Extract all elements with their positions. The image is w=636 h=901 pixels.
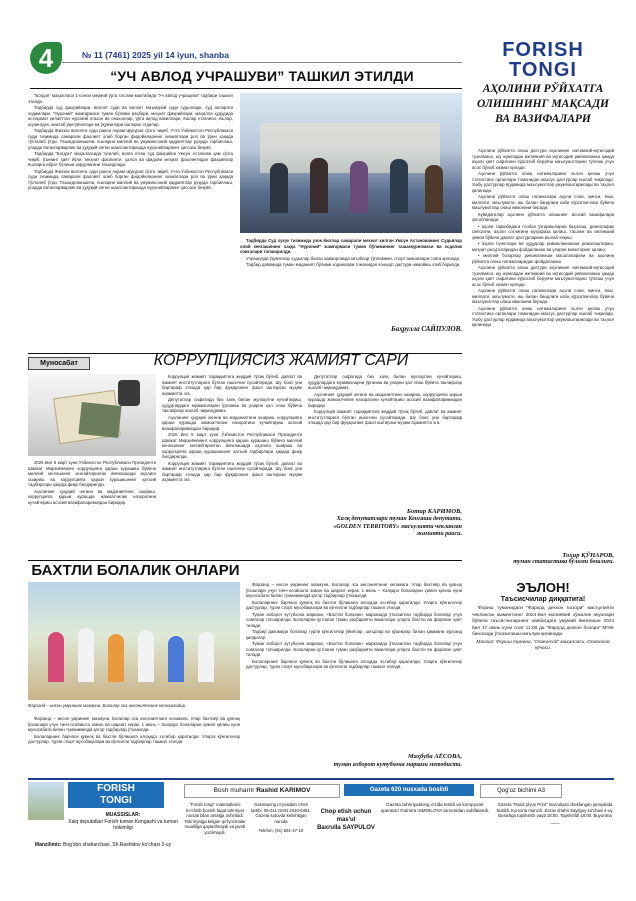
article3-title: БАХТЛИ БОЛАЛИК ОНЛАРИ [31, 562, 240, 579]
editor-box [184, 784, 340, 798]
manzil-text: Bog'don shaharchasi, Sh.Rashidov ko'chasi 3-uy [62, 842, 172, 848]
article1-title: “УЧ АВЛОД УЧРАШУВИ” ТАШКИЛ ЭТИЛДИ [110, 68, 414, 84]
article3-col1 [28, 716, 240, 774]
footer-phone: Telefon: (91) 591-47-10 [258, 828, 304, 834]
footer-col3 [316, 808, 376, 832]
footer-logo-line1: FORISH [97, 783, 135, 794]
brand-logo [478, 40, 608, 80]
article2-para: Аҳолининг ҳуқуқий онгини ва маданиятини ошириш, коррупцияга қарши курашда жамоатчилик назоратини кучайтириш асосий вазифаларимиздан биридир. [308, 391, 462, 408]
article3-author-role: туман ахборот кутубхона маркази методисти. [333, 762, 462, 768]
article1-caption2: Учрашувда ўқувчилар судьялар билан ҳамкорликда китоблар тўпламини, спорт анжомлари совға қилинди. [246, 255, 461, 261]
article3-author-name: Маҳбуба АЁСОВА, [407, 753, 462, 760]
article1-para: “Богдон” маҳалласи 1-сонли умумий ўрта таълим мактабида “Уч авлод учрашуви” тадбири ташкил этилди. [28, 93, 233, 104]
article3-para: Болаларнинг барчаси қувноқ ва бахтли бўлишига алоҳида эътибор қаратилди. Уларга кўнгилочар дастурлар, турли спорт мусобақалари ва кўнгилли тадбирлар ташкил этилди. [28, 733, 240, 744]
article2-photo [28, 374, 156, 456]
article1-para: Тадбирда Жиззах вилояти суди раиси Акрам Шукуров сўзга чиқиб, Учта Ўзбекистон Республикаси суди тизимида самарали фаолият олиб борган фидойиларнинг хизматлари рол ва ўрни ҳақида тўхталиб ўтди. Таъкидланишича, ёшларни миллий ва умуминсоний қадриятлар руҳида тарбиялаш, уларда ватанпарварлик ва ҳуқуқий онгни шакллантиришда нуронийларнинг ҳиссаси беқиёс. [28, 128, 233, 150]
footer [28, 778, 614, 880]
announcement-address: Манзил: Фориш тумани, “Осмонсой” маҳалласи, Осмонсой кўчаси. [476, 639, 610, 651]
sidebar-para: • аҳоли таркибидаги глобал ўзгаришларни баҳолаш, демографик сиёсатни, аҳоли соғлиғини муҳофаза қилиш, таълим ва ижтимоий ҳимоя бўйича давлат дастурларини ишлаб чиқиш; [472, 223, 614, 240]
sidebar-body [472, 148, 614, 548]
format-text: Qog'oz bichimi A3 [497, 788, 545, 794]
article1-para: Тадбирда “Богдон” маҳалласида туғилиб, вояга етган суд фахрийси Умсун Астанова ҳам сўзга чиқиб, ўзининг ҳаёт йўли, меҳнат фаолияти, ҳалол ва фидойи меҳнат фаолиятидан фахрийлар ёшларга ибрат бўлиши зарурлигини таъкидлади. [28, 151, 233, 167]
footer-manzil [28, 842, 178, 849]
article3-para: Фарзанд – инсон умрининг мазмуни. Болалар эса инсониятнинг келажаги. Улар бахтиёр ва қувноқ ўсишлари учун тинч-осойишта замон ва шароит керак. 1 июнь – Халқаро болаларни ҳимоя қилиш куни муносабати билан туманимизда қатор тадбирлар ўтказилди. [28, 716, 240, 732]
munosabat-label [28, 357, 90, 370]
footer-col3-name: Baxrulla SAYPULOV [317, 825, 375, 831]
article2-para: Коррупция жамият тараққиётига жиддий тўсиқ бўлиб, давлат ва жамият институтларига бўлган ишончни сусайтиради. Шу боис уни бартараф этишда ҳар бир фуқаронинг фаол иштироки муҳим аҳамиятга эга. [308, 409, 462, 425]
sidebar-author [472, 552, 614, 565]
article2-author-name: Ботир КАРИМОВ, [406, 508, 462, 515]
sidebar-title: АҲОЛИНИ РЎЙХАТГА ОЛИШНИНГ МАҚСАДИ ВА ВАЗИФАЛАРИ [476, 83, 610, 125]
article3-author [246, 753, 462, 769]
article2-col3 [308, 374, 462, 502]
munosabat-text: Муносабат [40, 360, 78, 367]
article2-author [308, 508, 462, 539]
article2-para: Аҳолининг ҳуқуқий онгини ва маданиятини ошириш, коррупцияга қарши курашда жамоатчилик назоратини кучайтириш асосий вазифаларимиздан биридир. [28, 488, 156, 505]
issue-line: № 11 (7461) 2025 yil 14 iyun, shanba [82, 50, 229, 60]
footer-col2 [250, 802, 312, 872]
article1-caption [240, 238, 462, 308]
article1-caption-text: Тадбирда Суд хукук тизимида узок йиллар самарали мехнат килган Умсун Астанованинг Судьялар олий кенгашининг хаққа “Нуроний” жамғармаси туман бўлимининг ташаккурномаси ва эсдалик совғалари топширилди. [240, 238, 462, 254]
announcement-body [472, 606, 614, 686]
article3-col2 [246, 582, 462, 750]
page-number: 4 [38, 43, 54, 73]
sidebar-author-role: туман статистика бўлими бошлиғи. [513, 559, 614, 565]
article1-para: Тадбирда суд фахрийлари, вилоят суди ва вилоят маъмурий суди судьялари, суд аппарати ходимлари, “Нуроний” жамғармаси туман бўлими раҳбари, меҳнат фахрийлари, маҳалла ҳудудида истиқомат қилаётган нуроний отахон ва онахонлар, ўрта ақлод вакиллари, ёшлар етакчиси, ёшлар, шунингдек, мактаб ўқитувчилари ва ўқувчилари иштирок этдилар. [28, 105, 233, 127]
section-rule-2 [28, 560, 462, 561]
article2-para: Коррупция жамият тараққиётига жиддий тўсиқ бўлиб, давлат ва жамият институтларига бўлган ишончни сусайтиради. Шу боис уни бартараф этишда ҳар бир фуқаронинг фаол иштироки муҳим аҳамиятга эга. [162, 460, 302, 482]
title-underline [30, 88, 462, 89]
article2-para: 2025 йил 5 март куни Ўзбекистон Республикаси Президенти Шавкат Мирзиёевнинг коррупцияга қарши курашиш бўйича миллий кенгашнинг кенгайтирилган йиғилишида аҳолига ошириш ва коррупцияга қарши курашишнинг қатъий тадбирлари ҳақида фикр билдирилди. [162, 432, 302, 459]
article3-photo [28, 582, 240, 700]
article2-para: Депутатлар сифатида биз халқ билан мулоқотни кучайтириш, ҳудудлардаги муаммоларни ўрганиш ва уларни ҳал этиш бўйича таклифлар ишлаб чиқмоқдамиз. [308, 374, 462, 390]
sidebar-para: • миллий бозорлар ривожланиши масалаларини ва аҳолини рўйхатга олиш натижаларидан фойдаланиш. [472, 253, 614, 264]
brand-line2: TONGI [509, 59, 577, 81]
article2-para: 2025 йил 5 март куни Ўзбекистон Республикаси Президенти Шавкат Мирзиёевнинг коррупцияга қарши курашиш бўйича миллий кенгашнинг кенгайтирилган йиғилишида аҳолига ошириш ва коррупцияга қарши курашишнинг қатъий тадбирлари ҳақида фикр билдирилди. [28, 460, 156, 487]
format-box [480, 784, 562, 798]
footer-muassislar [68, 812, 178, 832]
article1-para: Тадбир давомида туман маданият бўлими ходимлари томонидан концерт дастури намойиш этиб борилди. [246, 262, 461, 267]
article1-author: Баҳрулла САЙПУЛОВ. [391, 325, 462, 333]
editor-label: Bosh muharrir [213, 787, 255, 794]
sidebar-para: Аҳолини рўйхатга олиш натижалари аҳоли сони, жинси, ёши, миллати, маълумоти, иш билан бандлиги каби кўрсаткичлар бўйича маълумотлар олиш имконини беради. [472, 288, 614, 304]
sidebar-para: Аҳолини рўйхатга олиш натижалари аҳоли сони, жинси, ёши, миллати, маълумоти, иш билан бандлиги каби кўрсаткичлар бўйича маълумотлар олиш имконини беради. [472, 194, 614, 210]
footer-building-photo [28, 782, 64, 820]
footer-col5: Gazeta “Rasiz plyus Print” mas'uliyati cheklangan jamiyatida bosildi. Korxona manzili: Jizzax shahri Sayilgoy ko'chasi 4-uy. Bosishga topshirish vaqti 18:00. Topshirildi 18:00. Buyurtma ____ [496, 802, 614, 824]
sidebar-author-name: Тоҳир ҚЎНАРОВ, [562, 552, 614, 559]
muassislar-text: Xalq deputatlari Forish tuman Kengashi va tuman hokimligi [68, 818, 178, 831]
circulation-box [344, 784, 474, 796]
article2-col1 [28, 460, 156, 558]
article3-para: Тадбир давомида болалар турли кўнгилочар ўйинлар, шеърлар ва қўшиқлар билан ҳаммани хурсанд қилдилар. [246, 629, 462, 640]
manzil-label: Manzilimiz: [34, 842, 62, 848]
sidebar-para: Аҳолини рўйхатга олиш натижаларини эълон қилиш учун статистика органлари томонидан махсус дастурлар ишлаб чиқилади. Ушбу дастурлар ёрдамида маълумотлар умумлаштирилади ва таҳлил қилинади. [472, 305, 614, 327]
announcement-subtitle: Таъсисчилар диққатига! [500, 596, 586, 603]
footer-col3-line1: Chop etish uchun mas'ul [320, 809, 372, 823]
footer-logo-line2: TONGI [100, 795, 132, 806]
article3-para: Болаларнинг барчаси қувноқ ва бахтли бўлишига алоҳида эътибор қаратилди. Уларга кўнгилочар дастурлар, турли спорт мусобақалари ва кўнгилли тадбирлар ташкил этилди. [246, 658, 462, 669]
article3-para: Туман ахборот кутубхона маркази, «Бахтли болалик» марказида ўтказилган тадбирда болалар учун совғалар топширилди. Болаларни қутлаган туман раҳбарияти вакиллари уларга бахтли ва фаровон ҳаёт тилади. [246, 641, 462, 657]
article2-para: Коррупция жамият тараққиётига жиддий тўсиқ бўлиб, давлат ва жамият институтларига бўлган ишончни сусайтиради. Шу боис уни бартараф этишда ҳар бир фуқаронинг фаол иштироки муҳим аҳамиятга эга. [162, 374, 302, 396]
article2-title: КОРРУПЦИЯСИЗ ЖАМИЯТ САРИ [153, 352, 409, 369]
article3-para: Болаларнинг барчаси қувноқ ва бахтли бўлишига алоҳида эътибор қаратилди. Уларга кўнгилочар дастурлар, турли спорт мусобақалари ва кўнгилли тадбирлар ташкил этилди. [246, 599, 462, 610]
article2-para: Аҳолининг ҳуқуқий онгини ва маданиятини ошириш, коррупцияга қарши курашда жамоатчилик назоратини кучайтириш асосий вазифаларимиздан биридир. [162, 414, 302, 431]
footer-col4: Gazeta tahririyatining o'zida terildi va kompyuter operatori Gulmira ISMOILOVA tomonidan sahifalandi. [380, 802, 490, 813]
editor-name: Rashid KARIMOV [256, 787, 311, 794]
brand-line1: FORISH [502, 39, 584, 61]
article3-caption [28, 703, 240, 715]
announcement-text: Фориш туманидаги “Фарҳод дехкон бозори” масъулияти чекланган жамиятнинг 2024-йил молиявий хўжалик якунлари бўйича таъсисчиларнинг навбатдаги умумий йиғилиши 2024 йил 17 июнь куни соат 11:00 да “Фарҳод дехкон бозори” МЧЖ биносида ўтказилиши маълум қилинади. [472, 606, 614, 637]
footer-logo [68, 782, 164, 808]
sidebar-para: Аҳолини рўйхатга олиш дастури аҳолининг ижтимоий-иқтисодий тузилмаси, шу жумладан ижтимоий ва иқтисодий ривожланиш ҳамда аҳоли ҳаёт сифатини кўрсатиб берувчи маълумотларни тўплаш учун асос бўлиб хизмат қилади. [472, 265, 614, 287]
page-number-badge [30, 42, 62, 74]
article3-para: Фарзанд – инсон умрининг мазмуни. Болалар эса инсониятнинг келажаги. Улар бахтиёр ва қувноқ ўсишлари учун тинч-осойишта замон ва шароит керак. 1 июнь – Халқаро болаларни ҳимоя қилиш куни муносабати билан туманимизда қатор тадбирлар ўтказилди. [246, 582, 462, 598]
sidebar-para: Куйидагилар аҳолини рўйхатга олишнинг асосий вазифалари ҳисобланади: [472, 211, 614, 222]
footer-col2-text: Gazetaning ro'yxatdan o'tish tartibi: 06-011 ISSN 2010-8451. Gazeta sotuvda kelishilgan narxda [250, 802, 312, 824]
sidebar-para: Аҳолини рўйхатга олиш дастури аҳолининг ижтимоий-иқтисодий тузилмаси, шу жумладан ижтимоий ва иқтисодий ривожланиш ҳамда аҳоли ҳаёт сифатини кўрсатиб берувчи маълумотларни тўплаш учун асос бўлиб хизмат қилади. [472, 148, 614, 170]
article1-para: Тадбирда Жиззах вилояти суди раиси Акрам Шукуров сўзга чиқиб, Учта Ўзбекистон Республикаси суди тизимида самарали фаолият олиб борган фидойиларнинг хизматлари рол ва ўрни ҳақида тўхталиб ўтди. Таъкидланишича, ёшларни миллий ва умуминсоний қадриятлар руҳида тарбиялаш, уларда ватанпарварлик ва ҳуқуқий онгни шакллантиришда нуронийларнинг ҳиссаси беқиёс. [28, 168, 233, 190]
announcement-title: ЭЪЛОН! [516, 580, 570, 595]
circulation-text: Gazeta 620 nusxada bosildi [369, 787, 449, 793]
sidebar-para: Аҳолини рўйхатга олиш натижаларини эълон қилиш учун статистика органлари томонидан махсус дастурлар ишлаб чиқилади. Ушбу дастурлар ёрдамида маълумотлар умумлаштирилади ва таҳлил қилинади. [472, 171, 614, 193]
article1-photo [240, 93, 462, 233]
sidebar-para: • аҳоли пунктлари ва ҳудудлар ривожланишини режалаштириш, меҳнат ресурсларидан фойдаланиш ва уларни мониторинг қилиш; [472, 241, 614, 252]
article2-author-role: Халқ депутатлари туман Кенгаши депутати, «GOLDEN TERRITORY» масъулияти чекланган жамияти раиси. [333, 516, 462, 537]
header-rule [62, 62, 462, 63]
article1-body-col1 [28, 93, 233, 348]
article3-caption-text: Фарзанд – инсон умрининг мазмуни. Болалар эса инсониятнинг келажагидир. [28, 703, 187, 708]
article2-para: Депутатлар сифатида биз халқ билан мулоқотни кучайтириш, ҳудудлардаги муаммоларни ўрганиш ва уларни ҳал этиш бўйича таклифлар ишлаб чиқмоқдамиз. [162, 397, 302, 413]
muassislar-label: MUASSISLAR: [105, 812, 141, 818]
article3-para: Туман ахборот кутубхона маркази, «Бахтли болалик» марказида ўтказилган тадбирда болалар учун совғалар топширилди. Болаларни қутлаган туман раҳбарияти вакиллари уларга бахтли ва фаровон ҳаёт тилади. [246, 611, 462, 628]
footer-col1: “Forish tongi” materiallarini ko'chirib bosish faqat tahririyat ruxsati bilan amalga oshiriladi. Tahririyatga kelgan qo'lyozmalar muallifga qaytarilmaydi va javob yozilmaydi. [184, 802, 246, 835]
article2-col2 [162, 374, 302, 558]
